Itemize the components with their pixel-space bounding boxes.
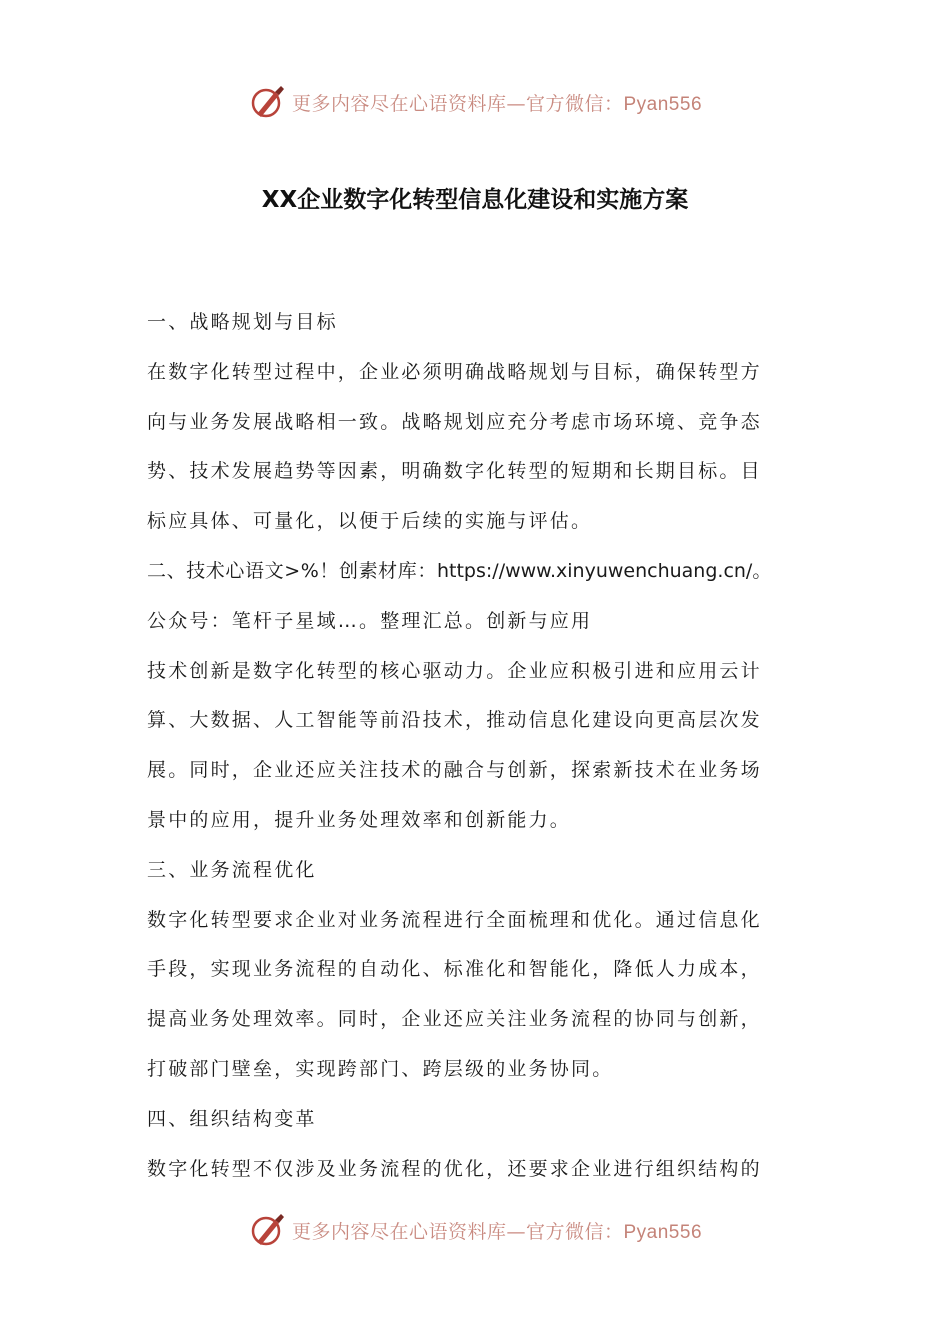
section-heading: 二、技术心语文>%！创素材库：https://www.xinyuwenchuang.cn/。 (147, 559, 772, 582)
paragraph-line: 技术创新是数字化转型的核心驱动力。企业应积极引进和应用云计 (147, 659, 762, 682)
paragraph-line: 在数字化转型过程中，企业必须明确战略规划与目标，确保转型方 (147, 360, 762, 383)
website-link[interactable]: https://www.xinyuwenchuang.cn/ (436, 559, 753, 582)
pen-logo-icon (248, 1210, 288, 1250)
paragraph-line: 算、大数据、人工智能等前沿技术，推动信息化建设向更高层次发 (147, 709, 762, 732)
paragraph-line: 手段，实现业务流程的自动化、标准化和智能化，降低人力成本， (147, 958, 762, 981)
header-banner (0, 80, 950, 124)
paragraph-line: 公众号：笔杆子星域…。整理汇总。创新与应用 (147, 609, 593, 632)
header-slogan: 更多内容尽在心语资料库—官方微信：Pyan556 (291, 92, 703, 115)
paragraph-line: 展。同时，企业还应关注技术的融合与创新，探索新技术在业务场 (147, 759, 762, 782)
footer-banner (0, 1208, 950, 1252)
section-heading: 三、业务流程优化 (147, 858, 317, 881)
document-body (147, 298, 807, 1194)
paragraph-line: 数字化转型要求企业对业务流程进行全面梳理和优化。通过信息化 (147, 908, 762, 931)
paragraph-line: 数字化转型不仅涉及业务流程的优化，还要求企业进行组织结构的 (147, 1157, 762, 1180)
paragraph-line: 势、技术发展趋势等因素，明确数字化转型的短期和长期目标。目 (147, 460, 762, 483)
section-heading: 一、战略规划与目标 (147, 311, 338, 333)
pen-logo-icon (248, 82, 288, 122)
section-heading: 四、组织结构变革 (147, 1107, 317, 1130)
footer-slogan: 更多内容尽在心语资料库—官方微信：Pyan556 (291, 1220, 703, 1243)
document-title: XX企业数字化转型信息化建设和实施方案 (261, 187, 689, 213)
paragraph-line: 提高业务处理效率。同时，企业还应关注业务流程的协同与创新， (147, 1008, 762, 1031)
paragraph-line: 向与业务发展战略相一致。战略规划应充分考虑市场环境、竞争态 (147, 410, 762, 433)
paragraph-line: 打破部门壁垒，实现跨部门、跨层级的业务协同。 (147, 1057, 614, 1080)
wechat-id: Pyan556 (623, 93, 703, 115)
paragraph-line: 标应具体、可量化，以便于后续的实施与评估。 (147, 510, 593, 533)
wechat-id: Pyan556 (623, 1221, 703, 1243)
paragraph-line: 景中的应用，提升业务处理效率和创新能力。 (147, 808, 572, 831)
